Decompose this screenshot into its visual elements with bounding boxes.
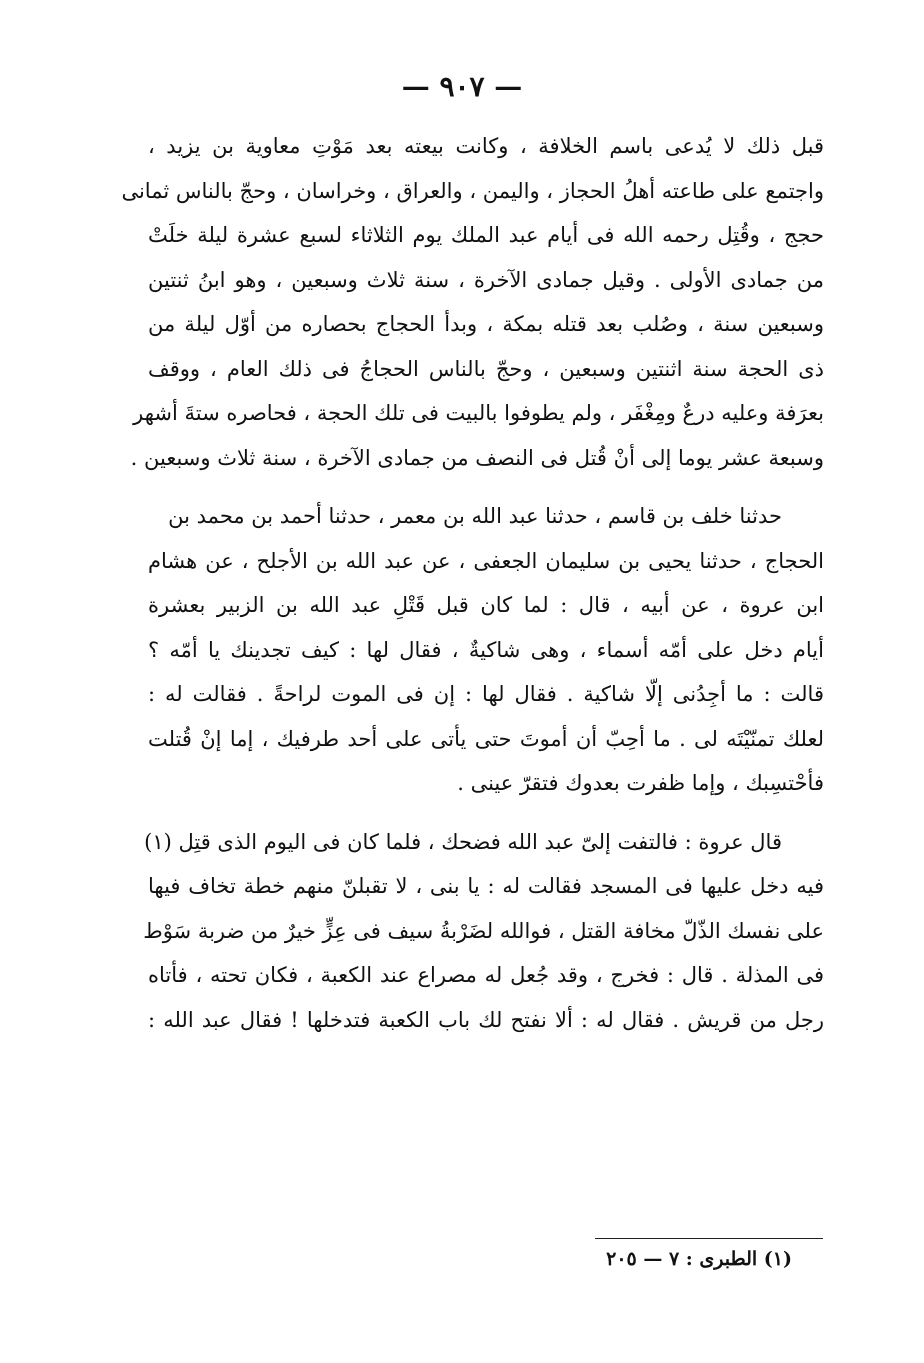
text-line: فأحْتسِبك ، وإما ظفرت بعدوك فتقرّ عينى . <box>457 771 824 795</box>
text-line: وسبعة عشر يوما إلى أنْ قُتل فى النصف من جمادى الآخرة ، سنة ثلاث وسبعين . <box>130 445 824 470</box>
text-line: الحجاج ، حدثنا يحيى بن سليمان الجعفى ، عن عبد الله بن الأجلح ، عن هشام <box>148 548 824 573</box>
text-line: واجتمع على طاعته أهلُ الحجاز ، واليمن ، والعراق ، وخراسان ، وحجّ بالناس ثمانى <box>121 178 824 203</box>
text-line: على نفسك الذّلّ مخافة القتل ، فوالله لضَرْبةُ سيف فى عِزٍّ خيرٌ من ضربة سَوْط <box>143 918 824 943</box>
text-line: فيه دخل عليها فى المسجد فقالت له : يا بنى ، لا تقبلنّ منهم خطة تخاف فيها <box>148 874 824 898</box>
text-line: رجل من قريش . فقال له : ألا نفتح لك باب الكعبة فتدخلها ! فقال عبد الله : <box>148 1007 824 1032</box>
text-line: قبل ذلك لا يُدعى باسم الخلافة ، وكانت بيعته بعد مَوْتِ معاوية بن يزيد ، <box>148 134 824 158</box>
paragraph-gap <box>148 480 824 494</box>
text-line: أيام دخل على أمّه أسماء ، وهى شاكيةٌ ، فقال لها : كيف تجدينك يا أمّه ؟ <box>148 637 824 662</box>
main-text <box>121 124 824 1042</box>
text-line: لعلك تمنّيْتَه لى . ما أحِبّ أن أموتَ حتى يأتى على أحد طرفيك ، إما إنْ قُتلت <box>148 726 824 751</box>
text-line: حدثنا خلف بن قاسم ، حدثنا عبد الله بن معمر ، حدثنا أحمد بن محمد بن <box>168 504 782 528</box>
text-line: ذى الحجة سنة اثنتين وسبعين ، وحجّ بالناس الحجاجُ فى ذلك العام ، ووقف <box>148 356 824 381</box>
footnote: (١) الطبرى : ٧ — ٢٠٥ <box>606 1248 792 1270</box>
paragraph <box>121 124 824 480</box>
text-line: حجج ، وقُتِل رحمه الله فى أيام عبد الملك يوم الثلاثاء لسبع عشرة ليلة خلَتْ <box>148 223 824 247</box>
text-line: وسبعين سنة ، وصُلب بعد قتله بمكة ، وبدأ الحجاج بحصاره من أوّل ليلة من <box>148 312 824 336</box>
footnote-divider <box>595 1238 823 1239</box>
text-line: فى المذلة . قال : فخرج ، وقد جُعل له مصراع عند الكعبة ، فكان تحته ، فأتاه <box>148 963 824 987</box>
text-line: بعرَفة وعليه درعٌ ومِغْفَر ، ولم يطوفوا بالبيت فى تلك الحجة ، فحاصره ستةَ أشهر <box>133 401 824 425</box>
text-line: قال عروة : فالتفت إلىّ عبد الله فضحك ، فلما كان فى اليوم الذى قتِل (١) <box>144 829 782 854</box>
text-line: من جمادى الأولى . وقيل جمادى الآخرة ، سنة ثلاث وسبعين ، وهو ابنُ ثنتين <box>148 267 824 292</box>
text-line: ابن عروة ، عن أبيه ، قال : لما كان قبل قَتْلِ عبد الله بن الزبير بعشرة <box>148 593 824 617</box>
paragraph-gap <box>148 806 824 820</box>
paragraph <box>143 820 824 1043</box>
page-number: — ٩٠٧ — <box>401 70 523 103</box>
paragraph <box>148 494 824 806</box>
text-line: قالت : ما أجِدُنى إلّا شاكية . فقال لها : إن فى الموت لراحةً . فقالت له : <box>148 682 824 706</box>
